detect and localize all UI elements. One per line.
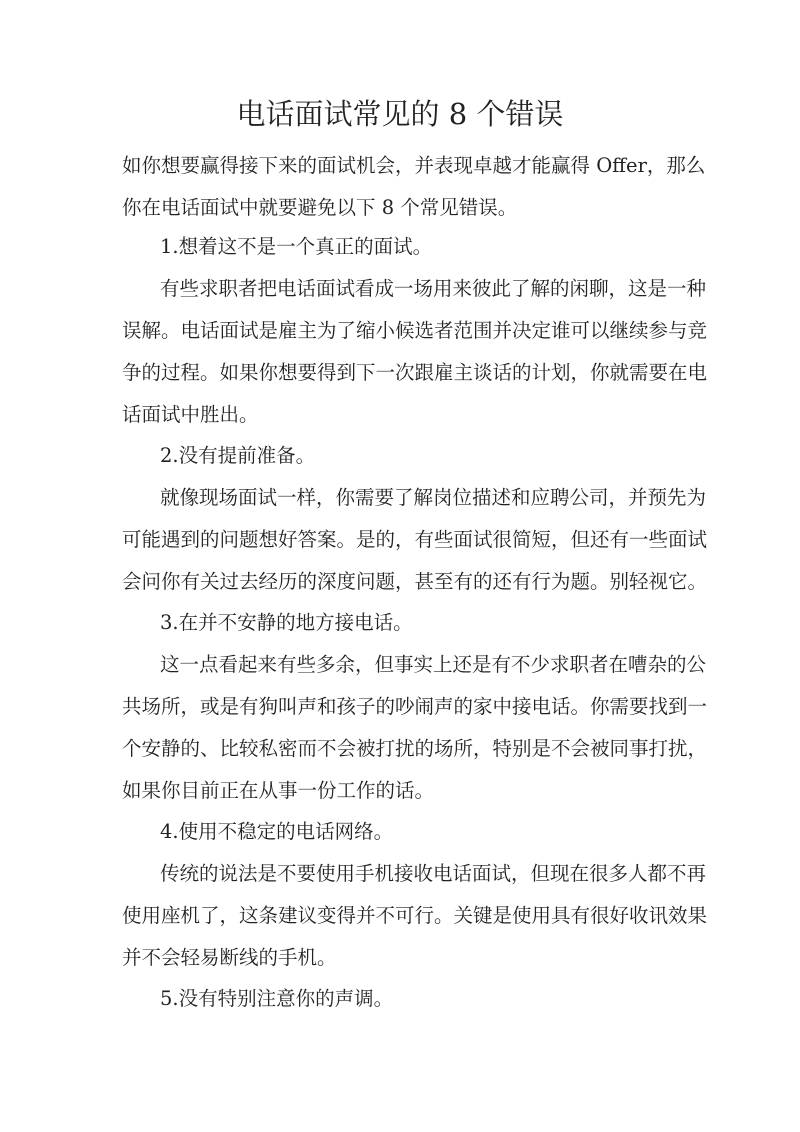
body-line: 误解。电话面试是雇主为了缩小候选者范围并决定谁可以继续参与竞 xyxy=(122,319,708,342)
body-line: 个安静的、比较私密而不会被打扰的场所，特别是不会被同事打扰， xyxy=(122,737,708,760)
intro-line: 你在电话面试中就要避免以下 8 个常见错误。 xyxy=(122,196,518,219)
intro-line: 如你想要赢得接下来的面试机会，并表现卓越才能赢得 Offer，那么 xyxy=(122,154,706,177)
section-heading-1: 1.想着这不是一个真正的面试。 xyxy=(160,235,433,258)
body-line: 并不会轻易断线的手机。 xyxy=(122,946,337,969)
section-body-2 xyxy=(122,477,708,603)
body-line: 有些求职者把电话面试看成一场用来彼此了解的闲聊，这是一种 xyxy=(160,277,707,300)
section-heading-5: 5.没有特别注意你的声调。 xyxy=(160,987,394,1010)
body-line: 这一点看起来有些多余，但事实上还是有不少求职者在嘈杂的公 xyxy=(160,653,707,676)
section-body-3 xyxy=(122,644,708,812)
section-heading-2: 2.没有提前准备。 xyxy=(160,444,316,467)
body-line: 共场所，或是有狗叫声和孩子的吵闹声的家中接电话。你需要找到一 xyxy=(122,695,708,718)
body-line: 就像现场面试一样，你需要了解岗位描述和应聘公司，并预先为 xyxy=(160,486,707,509)
body-line: 会问你有关过去经历的深度问题，甚至有的还有行为题。别轻视它。 xyxy=(122,570,708,593)
page-title: 电话面试常见的 8 个错误 xyxy=(236,97,564,131)
body-line: 可能遇到的问题想好答案。是的，有些面试很简短，但还有一些面试 xyxy=(122,528,708,551)
body-line: 如果你目前正在从事一份工作的话。 xyxy=(122,779,435,802)
section-heading-4: 4.使用不稳定的电话网络。 xyxy=(160,820,394,843)
section-heading-3: 3.在并不安静的地方接电话。 xyxy=(160,611,413,634)
body-line: 使用座机了，这条建议变得并不可行。关键是使用具有很好收讯效果 xyxy=(122,904,708,927)
body-line: 争的过程。如果你想要得到下一次跟雇主谈话的计划，你就需要在电 xyxy=(122,361,708,384)
section-body-1 xyxy=(122,268,708,436)
body-line: 话面试中胜出。 xyxy=(122,403,259,426)
intro-paragraph xyxy=(122,145,706,229)
section-body-4 xyxy=(122,853,708,979)
body-line: 传统的说法是不要使用手机接收电话面试，但现在很多人都不再 xyxy=(160,862,707,885)
